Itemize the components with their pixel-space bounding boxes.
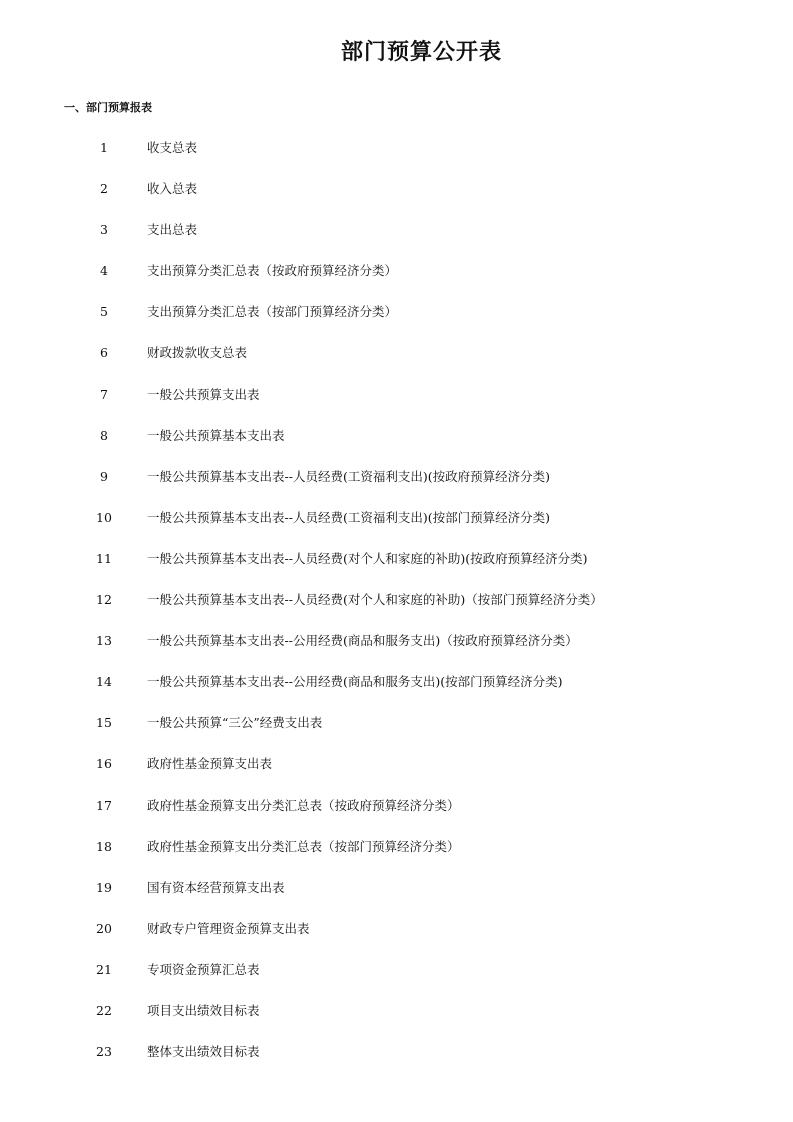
item-number: 8	[100, 427, 108, 443]
item-number: 15	[96, 715, 112, 731]
item-label: 一般公共预算支出表	[147, 386, 260, 402]
item-number: 9	[100, 468, 108, 484]
report-list	[0, 136, 793, 1081]
list-item	[0, 629, 793, 670]
item-label: 整体支出绩效目标表	[147, 1044, 260, 1060]
item-label: 一般公共预算基本支出表--人员经费(工资福利支出)(按部门预算经济分类)	[147, 509, 550, 525]
item-number: 19	[96, 879, 112, 895]
item-number: 23	[96, 1044, 112, 1060]
item-label: 政府性基金预算支出表	[147, 756, 273, 772]
list-item	[0, 259, 793, 300]
page-title: 部门预算公开表	[340, 40, 502, 65]
item-label: 支出预算分类汇总表（按部门预算经济分类）	[147, 304, 398, 320]
item-label: 一般公共预算基本支出表--公用经费(商品和服务支出)(按部门预算经济分类)	[147, 674, 563, 690]
item-number: 1	[100, 140, 108, 155]
item-number: 10	[96, 509, 112, 525]
item-number: 4	[100, 263, 108, 279]
item-label: 一般公共预算基本支出表--人员经费(对个人和家庭的补助)（按部门预算经济分类）	[147, 592, 603, 608]
item-number: 12	[96, 592, 112, 608]
item-number: 2	[100, 181, 108, 197]
list-item	[0, 341, 793, 382]
list-item	[0, 547, 793, 588]
item-number: 7	[100, 386, 108, 402]
list-item	[0, 999, 793, 1040]
list-item	[0, 711, 793, 752]
list-item	[0, 177, 793, 218]
list-item	[0, 424, 793, 465]
item-number: 3	[100, 222, 108, 238]
list-item	[0, 506, 793, 547]
item-label: 财政专户管理资金预算支出表	[147, 920, 310, 936]
item-label: 支出预算分类汇总表（按政府预算经济分类）	[147, 263, 398, 279]
item-label: 财政拨款收支总表	[147, 345, 248, 361]
list-item	[0, 136, 793, 177]
list-item	[0, 300, 793, 341]
item-label: 一般公共预算基本支出表--人员经费(工资福利支出)(按政府预算经济分类)	[147, 468, 550, 484]
item-label: 收入总表	[147, 181, 198, 197]
item-number: 22	[96, 1002, 112, 1018]
item-number: 14	[96, 674, 112, 690]
item-label: 国有资本经营预算支出表	[147, 879, 285, 895]
item-number: 17	[96, 797, 112, 813]
item-label: 项目支出绩效目标表	[147, 1002, 260, 1018]
list-item	[0, 383, 793, 424]
list-item	[0, 876, 793, 917]
item-label: 收支总表	[147, 140, 198, 155]
item-number: 13	[96, 633, 112, 649]
list-item	[0, 958, 793, 999]
list-item	[0, 835, 793, 876]
section-heading: 一、部门预算报表	[64, 101, 152, 114]
item-number: 6	[100, 345, 108, 361]
list-item	[0, 752, 793, 793]
item-label: 一般公共预算基本支出表--人员经费(对个人和家庭的补助)(按政府预算经济分类)	[147, 550, 588, 566]
list-item	[0, 794, 793, 835]
item-label: 一般公共预算基本支出表--公用经费(商品和服务支出)（按政府预算经济分类）	[147, 633, 578, 649]
item-label: 政府性基金预算支出分类汇总表（按部门预算经济分类）	[147, 838, 460, 854]
list-item	[0, 588, 793, 629]
item-number: 21	[96, 961, 112, 977]
item-number: 5	[100, 304, 108, 320]
item-number: 18	[96, 838, 112, 854]
item-label: 一般公共预算“三公”经费支出表	[147, 715, 323, 731]
list-item	[0, 670, 793, 711]
list-item	[0, 218, 793, 259]
list-item	[0, 917, 793, 958]
item-label: 政府性基金预算支出分类汇总表（按政府预算经济分类）	[147, 797, 460, 813]
item-label: 专项资金预算汇总表	[147, 961, 260, 977]
list-item	[0, 465, 793, 506]
item-number: 16	[96, 756, 112, 772]
list-item	[0, 1040, 793, 1081]
item-label: 一般公共预算基本支出表	[147, 427, 285, 443]
item-number: 11	[96, 550, 112, 566]
item-label: 支出总表	[147, 222, 198, 238]
item-number: 20	[96, 920, 112, 936]
